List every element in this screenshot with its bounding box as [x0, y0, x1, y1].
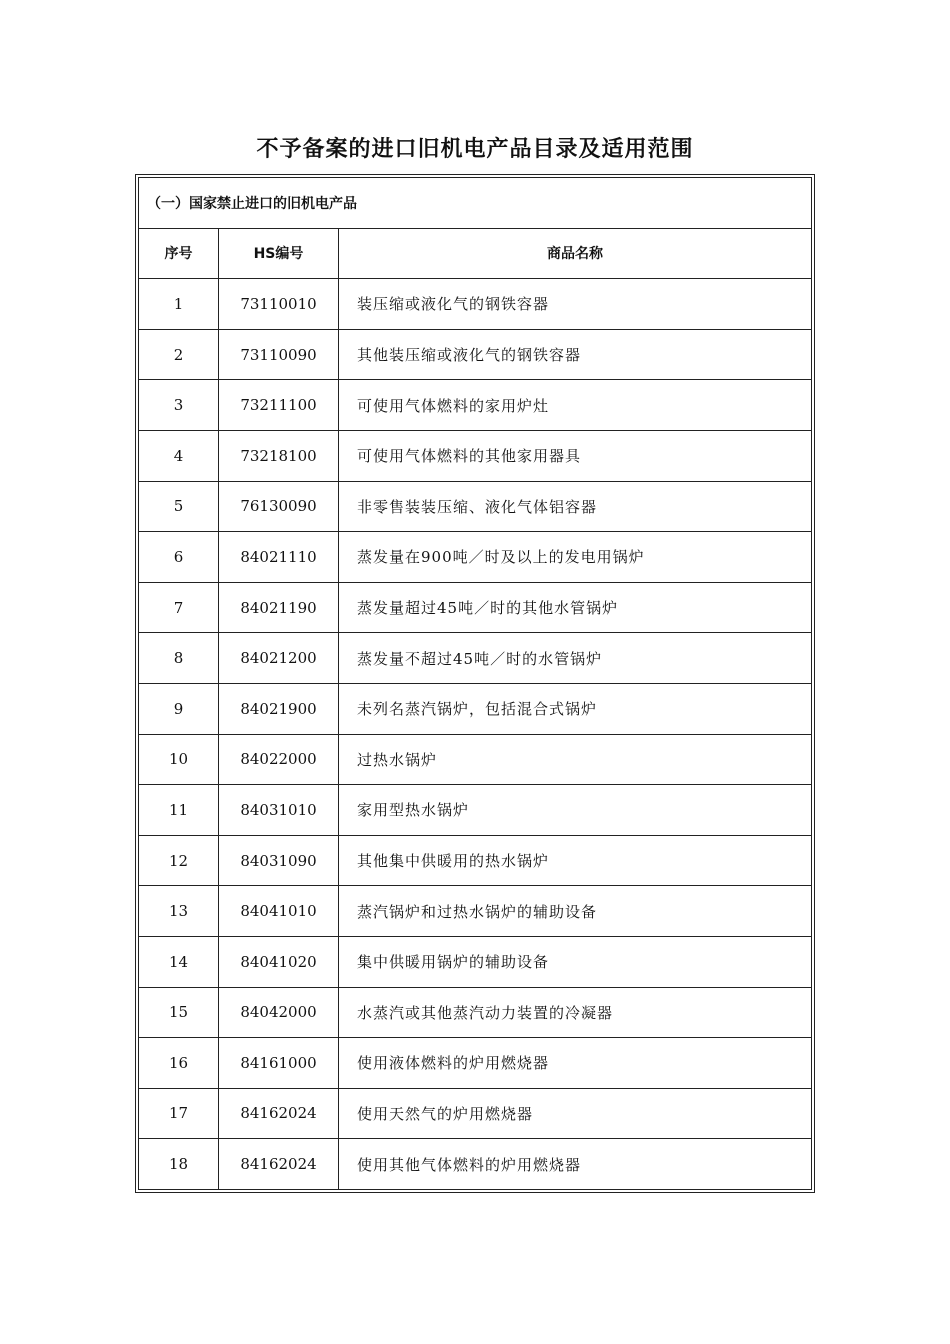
serial-number: 2: [139, 329, 219, 380]
page-title: 不予备案的进口旧机电产品目录及适用范围: [256, 137, 694, 162]
serial-number: 18: [139, 1139, 219, 1190]
table-row: [139, 886, 812, 937]
hs-code: 73218100: [219, 430, 339, 481]
hs-code: 84031010: [219, 785, 339, 836]
table-row: [139, 329, 812, 380]
product-name: 蒸汽锅炉和过热水锅炉的辅助设备: [339, 886, 812, 937]
hs-code: 84042000: [219, 987, 339, 1038]
product-name: 其他集中供暖用的热水锅炉: [339, 835, 812, 886]
table-row: [139, 936, 812, 987]
serial-number: 3: [139, 380, 219, 431]
catalog-table-frame: [135, 174, 815, 1193]
hs-code: 84022000: [219, 734, 339, 785]
product-name: 使用液体燃料的炉用燃烧器: [339, 1038, 812, 1089]
table-row: [139, 734, 812, 785]
hs-code: 84162024: [219, 1139, 339, 1190]
table-row: [139, 683, 812, 734]
serial-number: 8: [139, 633, 219, 684]
serial-number: 7: [139, 582, 219, 633]
hs-code: 73110090: [219, 329, 339, 380]
table-row: [139, 430, 812, 481]
hs-code: 73211100: [219, 380, 339, 431]
hs-code: 84041020: [219, 936, 339, 987]
hs-code: 76130090: [219, 481, 339, 532]
hs-code: 84162024: [219, 1088, 339, 1139]
column-header-product-name: 商品名称: [339, 228, 812, 279]
column-header-row: [139, 228, 812, 279]
section-heading-row: [139, 178, 812, 229]
table-row: [139, 380, 812, 431]
hs-code: 84031090: [219, 835, 339, 886]
product-name: 家用型热水锅炉: [339, 785, 812, 836]
product-name: 蒸发量超过45吨／时的其他水管锅炉: [339, 582, 812, 633]
product-name: 蒸发量不超过45吨／时的水管锅炉: [339, 633, 812, 684]
table-row: [139, 279, 812, 330]
serial-number: 5: [139, 481, 219, 532]
table-row: [139, 835, 812, 886]
section-heading: （一）国家禁止进口的旧机电产品: [139, 178, 812, 229]
hs-code: 84021190: [219, 582, 339, 633]
hs-code: 84161000: [219, 1038, 339, 1089]
hs-code: 84021200: [219, 633, 339, 684]
hs-code: 84041010: [219, 886, 339, 937]
serial-number: 6: [139, 532, 219, 583]
serial-number: 11: [139, 785, 219, 836]
table-row: [139, 1088, 812, 1139]
serial-number: 14: [139, 936, 219, 987]
table-row: [139, 785, 812, 836]
table-body: [139, 279, 812, 1190]
product-name: 可使用气体燃料的其他家用器具: [339, 430, 812, 481]
product-name: 可使用气体燃料的家用炉灶: [339, 380, 812, 431]
serial-number: 17: [139, 1088, 219, 1139]
serial-number: 9: [139, 683, 219, 734]
hs-code: 84021900: [219, 683, 339, 734]
table-row: [139, 481, 812, 532]
serial-number: 4: [139, 430, 219, 481]
column-header-hs-code: HS编号: [219, 228, 339, 279]
serial-number: 12: [139, 835, 219, 886]
product-name: 非零售装装压缩、液化气体铝容器: [339, 481, 812, 532]
serial-number: 16: [139, 1038, 219, 1089]
table-row: [139, 532, 812, 583]
serial-number: 1: [139, 279, 219, 330]
product-name: 其他装压缩或液化气的钢铁容器: [339, 329, 812, 380]
product-name: 过热水锅炉: [339, 734, 812, 785]
product-name: 蒸发量在900吨／时及以上的发电用锅炉: [339, 532, 812, 583]
table-row: [139, 1038, 812, 1089]
hs-code: 73110010: [219, 279, 339, 330]
table-row: [139, 1139, 812, 1190]
serial-number: 15: [139, 987, 219, 1038]
product-name: 未列名蒸汽锅炉，包括混合式锅炉: [339, 683, 812, 734]
product-name: 水蒸汽或其他蒸汽动力装置的冷凝器: [339, 987, 812, 1038]
table-row: [139, 633, 812, 684]
hs-code: 84021110: [219, 532, 339, 583]
table-row: [139, 987, 812, 1038]
product-name: 集中供暖用锅炉的辅助设备: [339, 936, 812, 987]
product-name: 使用其他气体燃料的炉用燃烧器: [339, 1139, 812, 1190]
catalog-table: [138, 177, 812, 1190]
column-header-serial: 序号: [139, 228, 219, 279]
product-name: 装压缩或液化气的钢铁容器: [339, 279, 812, 330]
serial-number: 13: [139, 886, 219, 937]
table-row: [139, 582, 812, 633]
product-name: 使用天然气的炉用燃烧器: [339, 1088, 812, 1139]
serial-number: 10: [139, 734, 219, 785]
